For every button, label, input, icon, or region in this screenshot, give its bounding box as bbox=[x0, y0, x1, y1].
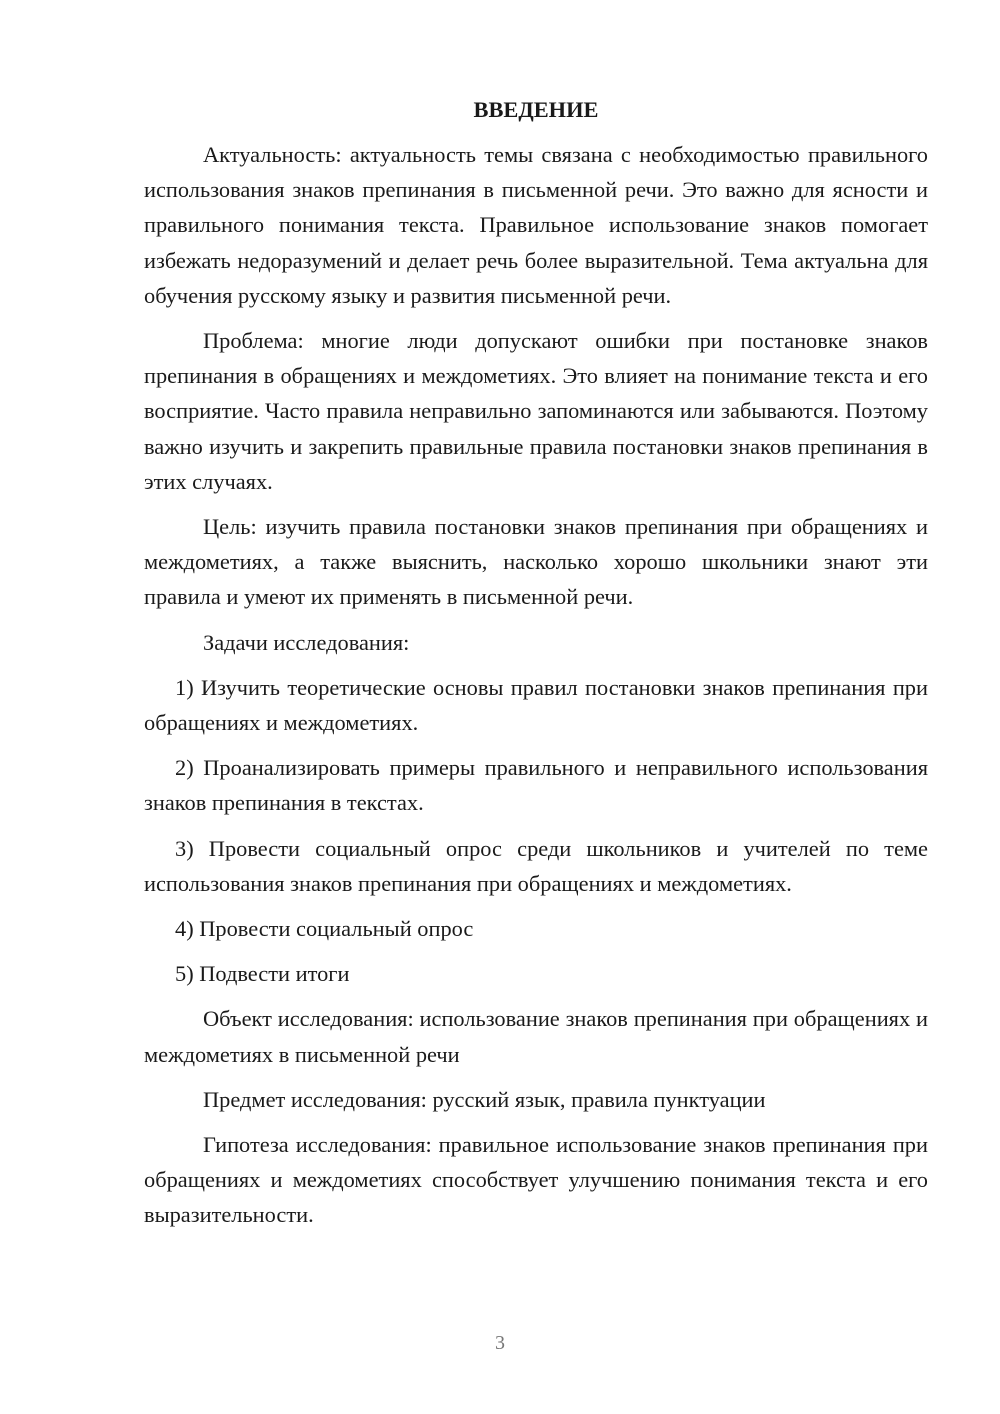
task-item: 3) Провести социальный опрос среди школьников и учителей по теме использования знаков препинания при обращениях и междометиях. bbox=[144, 835, 928, 896]
paragraph-relevance: Актуальность: актуальность темы связана с необходимостью правильного использования знаков препинания в письменной речи. Это важно для ясности и правильного понимания текста. Правильное использование знаков помогает избежать недоразумений и делает речь более выразительной. Тема актуальна для обучения русскому языку и развития письменной речи. bbox=[144, 142, 928, 308]
paragraph-goal: Цель: изучить правила постановки знаков препинания при обращениях и междометиях, а также выяснить, насколько хорошо школьники знают эти правила и умеют их применять в письменной речи. bbox=[144, 514, 928, 610]
task-item: 5) Подвести итоги bbox=[175, 961, 350, 987]
paragraph-tasks-heading: Задачи исследования: bbox=[203, 629, 410, 655]
paragraph-problem: Проблема: многие люди допускают ошибки при постановке знаков препинания в обращениях и междометиях. Это влияет на понимание текста и его восприятие. Часто правила неправильно запоминаются или забываются. Поэтому важно изучить и закрепить правильные правила постановки знаков препинания в этих случаях. bbox=[144, 328, 928, 494]
paragraph-object: Объект исследования: использование знаков препинания при обращениях и междометиях в письменной речи bbox=[144, 1006, 928, 1067]
task-item: 1) Изучить теоретические основы правил постановки знаков препинания при обращениях и междометиях. bbox=[144, 674, 928, 736]
task-item: 4) Провести социальный опрос bbox=[175, 916, 474, 942]
task-item: 2) Проанализировать примеры правильного и неправильного использования знаков препинания в текстах. bbox=[144, 755, 928, 816]
page-number: 3 bbox=[495, 1332, 505, 1354]
document-page bbox=[144, 92, 928, 1243]
paragraph-subject: Предмет исследования: русский язык, правила пунктуации bbox=[203, 1086, 766, 1112]
paragraph-hypothesis: Гипотеза исследования: правильное использование знаков препинания при обращениях и междометиях способствует улучшению понимания текста и его выразительности. bbox=[144, 1132, 928, 1228]
page-title: ВВЕДЕНИЕ bbox=[473, 97, 599, 122]
